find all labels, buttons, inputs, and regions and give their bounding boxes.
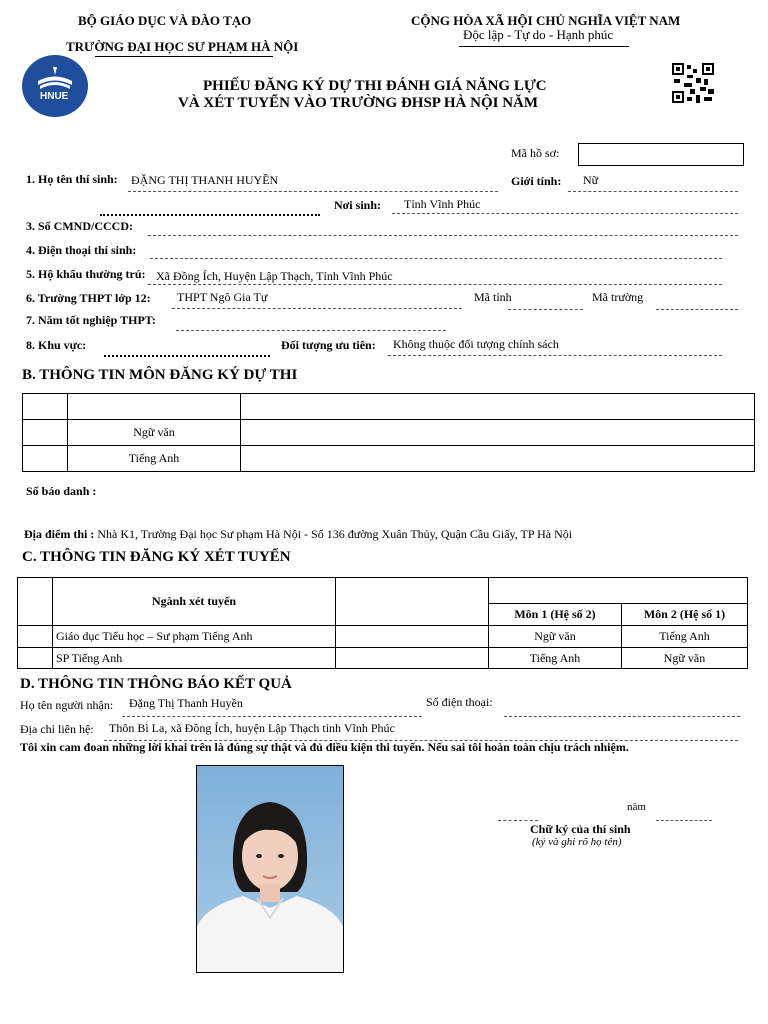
birthplace-value[interactable]: Tỉnh Vĩnh Phúc — [404, 197, 481, 211]
signature-title: Chữ ký của thí sinh — [530, 822, 631, 836]
logo-text: HNUE — [40, 91, 69, 102]
residence-value[interactable]: Xã Đồng Ích, Huyện Lập Thạch, Tỉnh Vĩnh Phúc — [156, 269, 393, 283]
province-code-input[interactable] — [508, 309, 583, 310]
phone-input[interactable] — [150, 258, 722, 259]
section-d-title: D. THÔNG TIN THÔNG BÁO KẾT QUẢ — [20, 676, 292, 692]
major-cell: Giáo dục Tiểu học – Sư phạm Tiếng Anh — [53, 626, 336, 648]
subject2-cell: Tiếng Anh — [622, 626, 748, 648]
exam-subject-table — [22, 393, 755, 472]
grad-year-input[interactable] — [176, 330, 446, 331]
school-value[interactable]: THPT Ngô Gia Tự — [177, 290, 268, 304]
venue-value: Nhà K1, Trường Đại học Sư phạm Hà Nội - Số 136 đường Xuân Thủy, Quận Cầu Giấy, TP Hà Nội — [97, 527, 573, 541]
motto-underline — [459, 46, 629, 47]
venue-label: Địa điểm thi : — [24, 527, 95, 541]
priority-value[interactable]: Không thuộc đối tượng chính sách — [393, 337, 559, 351]
school-label: 6. Trường THPT lớp 12: — [26, 291, 151, 305]
profile-code-label: Mã hồ sơ: — [511, 146, 560, 160]
section-c-title: C. THÔNG TIN ĐĂNG KÝ XÉT TUYỂN — [22, 549, 291, 565]
contact-phone-input[interactable] — [504, 716, 740, 717]
admission-table — [17, 577, 748, 669]
phone-label: 4. Điện thoại thí sinh: — [26, 243, 137, 257]
venue-line — [24, 527, 572, 542]
name-value[interactable]: ĐẶNG THỊ THANH HUYỀN — [131, 173, 279, 187]
signature-note: (ký và ghi rõ họ tên) — [532, 836, 622, 848]
birthplace-label: Nơi sinh: — [334, 198, 381, 212]
residence-label: 5. Hộ khẩu thường trú: — [26, 267, 146, 281]
area-input[interactable] — [104, 355, 270, 357]
subject1-cell: Tiếng Anh — [489, 648, 622, 669]
gender-label: Giới tính: — [511, 174, 562, 188]
country-name: CỘNG HÒA XÃ HỘI CHỦ NGHĨA VIỆT NAM — [411, 13, 681, 28]
book-icon — [22, 55, 88, 117]
area-label: 8. Khu vực: — [26, 338, 87, 352]
id-label: 3. Số CMND/CCCD: — [26, 219, 133, 233]
subject-cell: Ngữ văn — [68, 420, 241, 446]
form-title-line1: PHIẾU ĐĂNG KÝ DỰ THI ĐÁNH GIÁ NĂNG LỰC — [203, 78, 547, 94]
motto: Độc lập - Tự do - Hạnh phúc — [463, 27, 614, 42]
grad-year-label: 7. Năm tốt nghiệp THPT: — [26, 313, 156, 327]
declaration: Tôi xin cam đoan những lời khai trên là đúng sự thật và đủ điều kiện thi tuyển. Nếu sai tôi hoàn toàn chịu trách nhiệm. — [20, 740, 629, 754]
recipient-value[interactable]: Đặng Thị Thanh Huyền — [129, 696, 243, 710]
table-row — [18, 648, 748, 669]
form-title-line2: VÀ XÉT TUYỂN VÀO TRƯỜNG ĐHSP HÀ NỘI NĂM — [178, 95, 539, 111]
table-row — [23, 420, 755, 446]
subject2-cell: Ngữ văn — [622, 648, 748, 669]
priority-label: Đối tượng ưu tiên: — [281, 338, 376, 352]
address-value[interactable]: Thôn Bì La, xã Đồng Ích, huyện Lập Thạch tỉnh Vĩnh Phúc — [109, 721, 395, 735]
gender-value[interactable]: Nữ — [583, 173, 599, 187]
profile-code-input[interactable] — [578, 143, 744, 166]
candidate-no-label: Số báo danh : — [26, 484, 97, 498]
id-input[interactable] — [148, 235, 738, 236]
school-code-input[interactable] — [656, 309, 738, 310]
hnue-logo — [22, 55, 88, 117]
subject1-cell: Ngữ văn — [489, 626, 622, 648]
contact-phone-label: Số điện thoại: — [426, 695, 493, 709]
portrait-image — [197, 766, 343, 972]
ministry-name: BỘ GIÁO DỤC VÀ ĐÀO TẠO — [78, 13, 252, 28]
school-code-label: Mã trường — [592, 290, 644, 304]
subject2-header: Môn 2 (Hệ số 1) — [622, 604, 748, 626]
table-row — [18, 626, 748, 648]
qr-code-icon — [672, 63, 714, 103]
recipient-label: Họ tên người nhận: — [20, 698, 114, 712]
subject1-header: Môn 1 (Hệ số 2) — [489, 604, 622, 626]
year-label: năm — [627, 801, 646, 813]
name-label: 1. Họ tên thí sinh: — [26, 172, 118, 186]
address-label: Địa chỉ liên hệ: — [20, 722, 94, 736]
university-name: TRƯỜNG ĐẠI HỌC SƯ PHẠM HÀ NỘI — [66, 39, 299, 54]
major-header: Ngành xét tuyển — [53, 578, 336, 626]
header-underline-left — [95, 56, 273, 57]
major-cell: SP Tiếng Anh — [53, 648, 336, 669]
subject-cell: Tiếng Anh — [68, 446, 241, 472]
section-b-title: B. THÔNG TIN MÔN ĐĂNG KÝ DỰ THI — [22, 367, 298, 383]
province-code-label: Mã tỉnh — [474, 290, 512, 304]
table-row — [23, 446, 755, 472]
candidate-photo — [196, 765, 344, 973]
